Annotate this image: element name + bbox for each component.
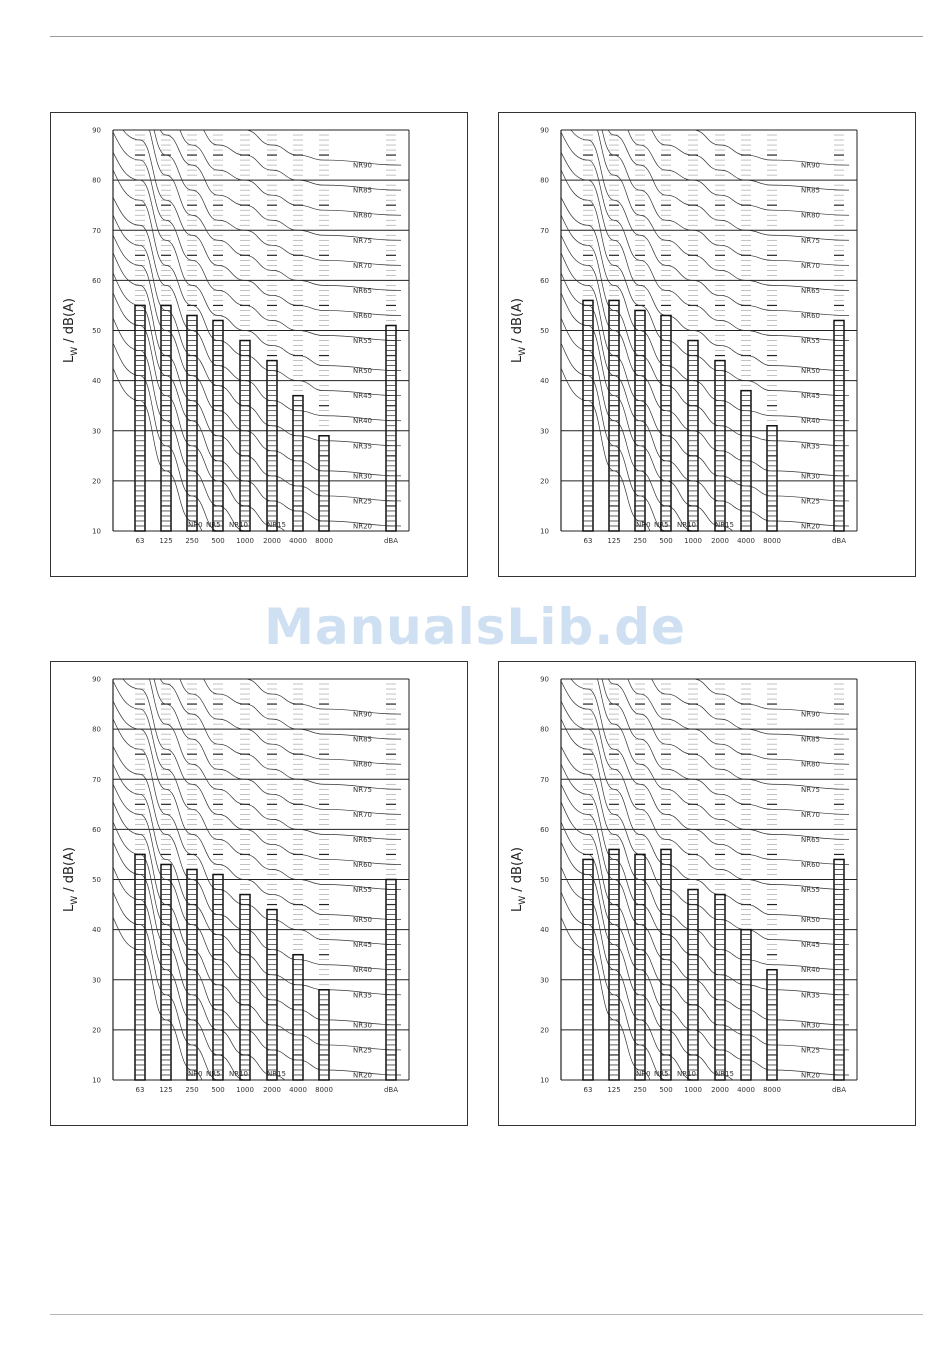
x-tick-label: 500 <box>211 537 225 545</box>
nr-label-0: NR0 <box>636 1070 651 1078</box>
x-tick-label: 1000 <box>236 1086 254 1094</box>
nr-label-25: NR25 <box>801 1046 821 1055</box>
x-tick-label: 4000 <box>289 537 307 545</box>
nr-label-70: NR70 <box>801 810 821 819</box>
nr-label-60: NR60 <box>801 860 821 869</box>
x-tick-label: dBA <box>383 537 399 545</box>
nr-label-15: NR15 <box>715 1070 735 1078</box>
y-tick-label: 70 <box>92 226 101 235</box>
bar-dBA <box>386 880 396 1081</box>
y-tick-label: 20 <box>92 1026 101 1035</box>
nr-label-80: NR80 <box>353 211 373 220</box>
nr-label-15: NR15 <box>267 521 287 529</box>
bar-250 <box>635 310 645 531</box>
x-tick-label: 63 <box>583 1086 593 1094</box>
nr-label-0: NR0 <box>188 1070 203 1078</box>
y-tick-label: 60 <box>92 825 101 834</box>
nr-curve-20 <box>87 791 401 1075</box>
nr-label-40: NR40 <box>353 966 373 975</box>
x-tick-label: 250 <box>185 1086 199 1094</box>
nr-label-15: NR15 <box>715 521 735 529</box>
nr-label-15: NR15 <box>267 1070 287 1078</box>
chart-svg <box>51 662 469 1127</box>
bar-4000 <box>741 930 751 1080</box>
nr-chart-1 <box>50 112 468 577</box>
bar-4000 <box>293 955 303 1080</box>
nr-label-90: NR90 <box>353 161 373 170</box>
y-tick-label: 10 <box>92 527 101 536</box>
nr-label-85: NR85 <box>801 186 821 195</box>
nr-label-50: NR50 <box>801 367 821 376</box>
nr-curve-20 <box>87 242 401 526</box>
y-tick-label: 30 <box>540 976 549 985</box>
nr-label-65: NR65 <box>801 286 821 295</box>
y-tick-label: 70 <box>92 775 101 784</box>
y-axis-label: $L_W / dB(A)$ <box>62 846 80 913</box>
y-tick-label: 50 <box>92 876 101 884</box>
y-tick-label: 10 <box>540 1076 549 1085</box>
nr-label-10: NR10 <box>229 1070 249 1078</box>
y-tick-label: 30 <box>540 427 549 436</box>
bar-63 <box>135 854 145 1080</box>
nr-label-40: NR40 <box>353 417 373 426</box>
y-tick-label: 20 <box>540 477 549 486</box>
nr-label-30: NR30 <box>353 472 373 481</box>
bar-4000 <box>741 391 751 531</box>
nr-label-5: NR5 <box>206 1070 221 1078</box>
nr-curve-75 <box>87 662 401 789</box>
nr-chart-3 <box>50 661 468 1126</box>
nr-label-55: NR55 <box>353 886 373 895</box>
bar-63 <box>583 300 593 531</box>
y-axis-label: $L_W / dB(A)$ <box>62 297 80 364</box>
x-tick-label: 4000 <box>289 1086 307 1094</box>
nr-label-0: NR0 <box>636 521 651 529</box>
nr-label-5: NR5 <box>654 1070 669 1078</box>
y-tick-label: 90 <box>92 126 101 135</box>
nr-label-5: NR5 <box>206 521 221 529</box>
nr-label-20: NR20 <box>801 522 821 531</box>
nr-label-55: NR55 <box>353 337 373 346</box>
bar-125 <box>609 300 619 531</box>
y-tick-label: 70 <box>540 226 549 235</box>
y-tick-label: 10 <box>540 527 549 536</box>
nr-label-50: NR50 <box>353 916 373 925</box>
bar-dBA <box>386 325 396 531</box>
bar-1000 <box>240 341 250 531</box>
nr-curve-20 <box>535 242 849 526</box>
nr-label-10: NR10 <box>677 521 697 529</box>
nr-label-70: NR70 <box>353 810 373 819</box>
y-tick-label: 60 <box>540 825 549 834</box>
nr-curve-85 <box>87 113 401 190</box>
nr-label-35: NR35 <box>353 442 373 451</box>
y-tick-label: 10 <box>92 1076 101 1085</box>
nr-label-45: NR45 <box>801 392 821 401</box>
x-tick-label: 1000 <box>684 1086 702 1094</box>
nr-curve-55 <box>535 113 849 341</box>
nr-label-35: NR35 <box>801 991 821 1000</box>
bar-250 <box>187 315 197 531</box>
y-tick-label: 40 <box>540 926 549 935</box>
nr-curve-40 <box>535 171 849 421</box>
nr-label-20: NR20 <box>801 1071 821 1080</box>
nr-curve-40 <box>87 171 401 421</box>
x-tick-label: 8000 <box>315 537 333 545</box>
y-tick-label: 90 <box>540 126 549 135</box>
bar-dBA <box>834 859 844 1080</box>
x-tick-label: 63 <box>135 1086 145 1094</box>
nr-label-65: NR65 <box>801 835 821 844</box>
bar-8000 <box>767 426 777 531</box>
x-tick-label: 250 <box>185 537 199 545</box>
nr-label-90: NR90 <box>801 710 821 719</box>
nr-label-85: NR85 <box>353 186 373 195</box>
bar-8000 <box>767 970 777 1080</box>
chart-svg <box>499 113 917 578</box>
bottom-rule <box>50 1314 923 1315</box>
y-tick-label: 50 <box>540 876 549 884</box>
nr-label-75: NR75 <box>801 236 821 245</box>
bar-dBA <box>834 320 844 531</box>
y-tick-label: 20 <box>540 1026 549 1035</box>
x-tick-label: 8000 <box>763 1086 781 1094</box>
bar-125 <box>161 864 171 1080</box>
nr-label-60: NR60 <box>801 311 821 320</box>
x-tick-label: dBA <box>383 1086 399 1094</box>
y-tick-label: 80 <box>540 725 549 734</box>
nr-label-35: NR35 <box>353 991 373 1000</box>
bar-63 <box>135 305 145 531</box>
x-tick-label: 63 <box>135 537 145 545</box>
y-tick-label: 30 <box>92 427 101 436</box>
nr-label-90: NR90 <box>801 161 821 170</box>
bar-1000 <box>688 341 698 531</box>
nr-curve-75 <box>87 113 401 240</box>
top-rule <box>50 36 923 37</box>
nr-curve-55 <box>87 662 401 890</box>
bar-500 <box>213 320 223 531</box>
x-tick-label: 250 <box>633 537 647 545</box>
x-tick-label: dBA <box>831 1086 847 1094</box>
nr-label-0: NR0 <box>188 521 203 529</box>
nr-label-55: NR55 <box>801 886 821 895</box>
nr-label-55: NR55 <box>801 337 821 346</box>
nr-label-45: NR45 <box>353 941 373 950</box>
nr-label-85: NR85 <box>801 735 821 744</box>
nr-label-10: NR10 <box>229 521 249 529</box>
nr-label-40: NR40 <box>801 417 821 426</box>
bar-63 <box>583 859 593 1080</box>
nr-label-50: NR50 <box>801 916 821 925</box>
nr-label-80: NR80 <box>801 211 821 220</box>
nr-curve-40 <box>87 720 401 970</box>
x-tick-label: 2000 <box>711 537 729 545</box>
nr-label-25: NR25 <box>353 1046 373 1055</box>
y-tick-label: 60 <box>540 276 549 285</box>
nr-label-40: NR40 <box>801 966 821 975</box>
chart-svg <box>51 113 469 578</box>
nr-label-80: NR80 <box>801 760 821 769</box>
y-tick-label: 40 <box>540 377 549 386</box>
y-tick-label: 80 <box>92 725 101 734</box>
nr-label-75: NR75 <box>353 236 373 245</box>
x-tick-label: 500 <box>211 1086 225 1094</box>
nr-label-30: NR30 <box>801 472 821 481</box>
nr-label-85: NR85 <box>353 735 373 744</box>
x-tick-label: 2000 <box>711 1086 729 1094</box>
y-tick-label: 40 <box>92 926 101 935</box>
y-tick-label: 50 <box>92 327 101 335</box>
nr-label-10: NR10 <box>677 1070 697 1078</box>
chart-svg <box>499 662 917 1127</box>
nr-curve-75 <box>535 113 849 240</box>
nr-label-60: NR60 <box>353 311 373 320</box>
nr-curve-85 <box>87 662 401 739</box>
x-tick-label: 250 <box>633 1086 647 1094</box>
nr-label-65: NR65 <box>353 835 373 844</box>
x-tick-label: 8000 <box>763 537 781 545</box>
y-tick-label: 80 <box>92 176 101 185</box>
bar-125 <box>161 305 171 531</box>
y-tick-label: 90 <box>92 675 101 684</box>
nr-curve-20 <box>535 791 849 1075</box>
bar-2000 <box>715 895 725 1080</box>
nr-label-45: NR45 <box>353 392 373 401</box>
nr-label-30: NR30 <box>801 1021 821 1030</box>
x-tick-label: 500 <box>659 1086 673 1094</box>
nr-label-25: NR25 <box>801 497 821 506</box>
nr-label-75: NR75 <box>801 785 821 794</box>
x-tick-label: 2000 <box>263 537 281 545</box>
nr-curve-40 <box>535 720 849 970</box>
nr-chart-2 <box>498 112 916 577</box>
nr-curve-85 <box>535 113 849 190</box>
x-tick-label: 1000 <box>236 537 254 545</box>
nr-label-90: NR90 <box>353 710 373 719</box>
x-tick-label: dBA <box>831 537 847 545</box>
nr-label-45: NR45 <box>801 941 821 950</box>
bar-125 <box>609 849 619 1080</box>
x-tick-label: 125 <box>607 1086 621 1094</box>
nr-curve-75 <box>535 662 849 789</box>
nr-curve-85 <box>535 662 849 739</box>
x-tick-label: 4000 <box>737 537 755 545</box>
bar-1000 <box>688 890 698 1080</box>
nr-chart-4 <box>498 661 916 1126</box>
x-tick-label: 2000 <box>263 1086 281 1094</box>
bar-1000 <box>240 895 250 1080</box>
watermark: ManualsLib.de <box>264 598 686 656</box>
nr-label-70: NR70 <box>801 261 821 270</box>
nr-label-5: NR5 <box>654 521 669 529</box>
nr-label-80: NR80 <box>353 760 373 769</box>
y-tick-label: 20 <box>92 477 101 486</box>
nr-label-60: NR60 <box>353 860 373 869</box>
x-tick-label: 125 <box>159 537 173 545</box>
y-tick-label: 70 <box>540 775 549 784</box>
nr-label-20: NR20 <box>353 522 373 531</box>
nr-label-50: NR50 <box>353 367 373 376</box>
y-tick-label: 60 <box>92 276 101 285</box>
bar-4000 <box>293 396 303 531</box>
y-axis-label: $L_W / dB(A)$ <box>510 846 528 913</box>
nr-label-30: NR30 <box>353 1021 373 1030</box>
x-tick-label: 1000 <box>684 537 702 545</box>
nr-label-75: NR75 <box>353 785 373 794</box>
y-tick-label: 90 <box>540 675 549 684</box>
nr-label-65: NR65 <box>353 286 373 295</box>
nr-curve-55 <box>87 113 401 341</box>
nr-label-20: NR20 <box>353 1071 373 1080</box>
nr-label-35: NR35 <box>801 442 821 451</box>
y-axis-label: $L_W / dB(A)$ <box>510 297 528 364</box>
y-tick-label: 40 <box>92 377 101 386</box>
bar-500 <box>213 874 223 1080</box>
x-tick-label: 125 <box>159 1086 173 1094</box>
x-tick-label: 125 <box>607 537 621 545</box>
x-tick-label: 500 <box>659 537 673 545</box>
y-tick-label: 80 <box>540 176 549 185</box>
nr-label-70: NR70 <box>353 261 373 270</box>
x-tick-label: 4000 <box>737 1086 755 1094</box>
x-tick-label: 63 <box>583 537 593 545</box>
y-tick-label: 30 <box>92 976 101 985</box>
bar-8000 <box>319 436 329 531</box>
x-tick-label: 8000 <box>315 1086 333 1094</box>
bar-500 <box>661 315 671 531</box>
bar-8000 <box>319 990 329 1080</box>
nr-label-25: NR25 <box>353 497 373 506</box>
nr-curve-55 <box>535 662 849 890</box>
bar-250 <box>187 869 197 1080</box>
bar-500 <box>661 849 671 1080</box>
y-tick-label: 50 <box>540 327 549 335</box>
